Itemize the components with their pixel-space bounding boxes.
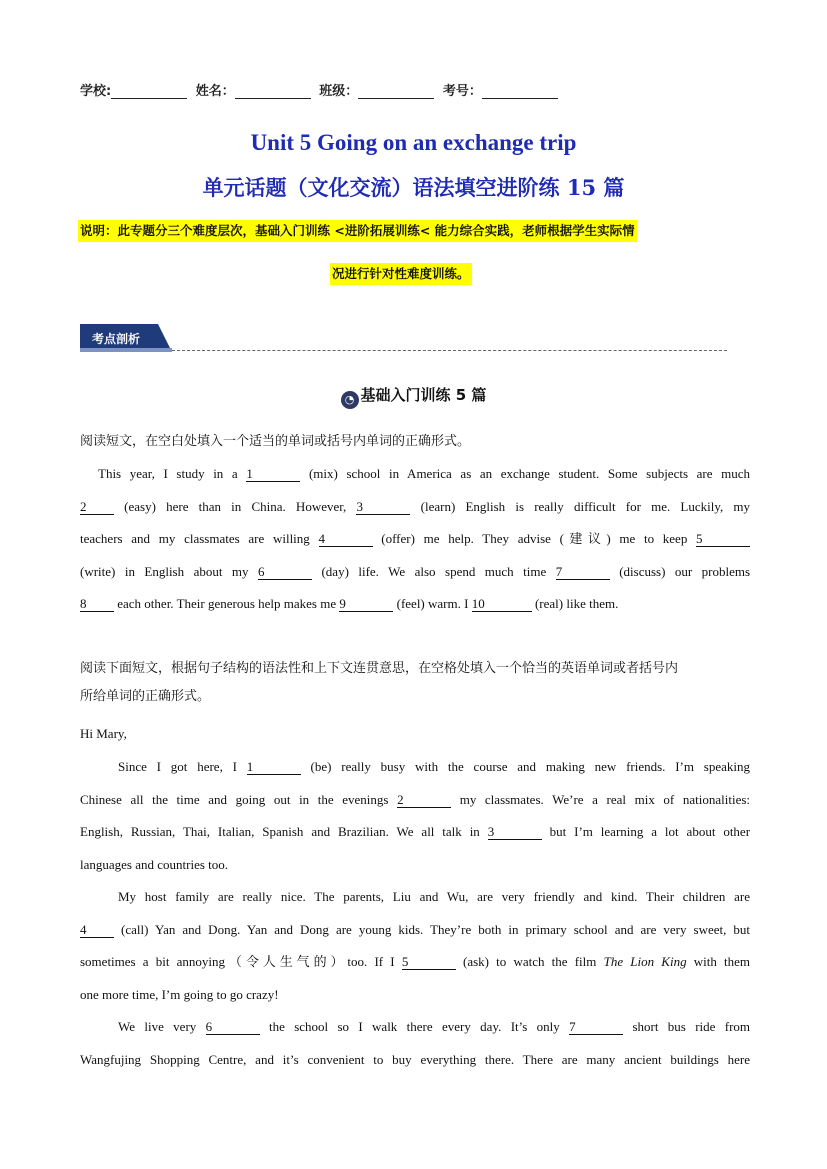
passage1-line-4 xyxy=(80,556,750,589)
blank-7[interactable]: 7 xyxy=(569,1019,623,1035)
text: We live very xyxy=(118,1019,197,1034)
passage2-line-10: Wangfujing Shopping Centre, and it’s convenient to buy everything there. There are many ancient buildings here xyxy=(80,1051,750,1067)
passage2-line-7 xyxy=(80,946,750,979)
text: (offer) me help. They advise (建议) me to keep xyxy=(381,531,688,546)
passage1-line-1 xyxy=(80,458,750,491)
name-field[interactable] xyxy=(235,84,311,99)
blank-1[interactable]: 1 xyxy=(246,466,300,482)
note-line-2: 况进行针对性难度训练。 xyxy=(330,263,472,285)
exam-no-field[interactable] xyxy=(482,84,558,99)
blank-1[interactable]: 1 xyxy=(247,759,301,775)
text: (easy) here than in China. However, xyxy=(124,498,347,514)
passage2-instruction-line-2: 所给单词的正确形式。 xyxy=(80,689,211,704)
text: (learn) English is really difficult for me. Luckily, my xyxy=(420,498,751,514)
text: (feel) warm. I xyxy=(396,596,469,611)
passage1 xyxy=(80,458,750,621)
text: (discuss) our problems xyxy=(619,563,751,579)
class-label: 班级： xyxy=(319,84,359,99)
school-field[interactable] xyxy=(111,84,187,99)
exam-no-label: 考号： xyxy=(442,84,482,99)
section-tag xyxy=(80,324,172,352)
text: (call) Yan and Dong. Yan and Dong are young kids. They’re both in primary school and are very sweet, but xyxy=(121,921,750,937)
passage2-line-4: languages and countries too. xyxy=(80,856,229,872)
text: my classmates. We’re a real mix of nationalities: xyxy=(459,791,751,807)
text: This year, I study in a xyxy=(98,466,238,481)
passage1-line-5 xyxy=(80,588,750,621)
text: Since I got here, I xyxy=(118,759,237,774)
greeting: Hi Mary, xyxy=(80,726,127,741)
text: Chinese all the time and going out in the evenings xyxy=(80,791,389,807)
circle-badge-icon: ◔ xyxy=(341,391,359,409)
blank-2[interactable]: 2 xyxy=(80,499,114,515)
school-label: 学校: xyxy=(80,84,112,99)
passage2-line-1 xyxy=(80,751,750,784)
student-info-row xyxy=(80,80,562,99)
film-title: The Lion King xyxy=(603,954,687,969)
section-tag-label: 考点剖析 xyxy=(92,332,141,346)
note-line-1: 说明：此专题分三个难度层次，基础入门训练 <进阶拓展训练< 能力综合实践，老师根据学生实际情 xyxy=(78,220,637,242)
text: (day) life. We also spend much time xyxy=(321,563,547,579)
text: (be) really busy with the course and making new friends. I’m speaking xyxy=(310,759,750,774)
passage1-instruction: 阅读短文，在空白处填入一个适当的单词或括号内单词的正确形式。 xyxy=(80,434,471,449)
blank-3[interactable]: 3 xyxy=(356,499,410,515)
text: (mix) school in America as an exchange student. Some subjects are much xyxy=(308,466,751,481)
blank-2[interactable]: 2 xyxy=(397,792,451,808)
passage2-line-3 xyxy=(80,816,750,849)
passage2-line-8: one more time, I’m going to go crazy! xyxy=(80,986,279,1002)
blank-4[interactable]: 4 xyxy=(319,531,373,547)
passage2-line-2 xyxy=(80,784,750,817)
passage2-line-5: My host family are really nice. The parents, Liu and Wu, are very friendly and kind. Their children are xyxy=(118,889,750,904)
passage1-line-3 xyxy=(80,523,750,556)
text: the school so I walk there every day. It’s only xyxy=(268,1019,560,1034)
text: but I’m learning a lot about other xyxy=(549,824,751,839)
title-chinese: 单元话题（文化交流）语法填空进阶练 15 篇 xyxy=(202,175,625,200)
blank-9[interactable]: 9 xyxy=(339,596,393,612)
text: sometimes a bit annoying（令人生气的）too. If I xyxy=(80,954,395,969)
passage1-line-2 xyxy=(80,491,750,524)
passage2-instruction-line-1: 阅读下面短文，根据句子结构的语法性和上下文连贯意思，在空格处填入一个恰当的英语单词或者括号内 xyxy=(80,661,679,676)
blank-8[interactable]: 8 xyxy=(80,596,114,612)
blank-4[interactable]: 4 xyxy=(80,922,114,938)
text: English, Russian, Thai, Italian, Spanish and Brazilian. We all talk in xyxy=(80,824,480,839)
dashed-divider xyxy=(172,350,727,351)
passage2-line-9 xyxy=(80,1011,750,1044)
blank-5[interactable]: 5 xyxy=(402,954,456,970)
name-label: 姓名： xyxy=(195,84,235,99)
title-english: Unit 5 Going on an exchange trip xyxy=(250,130,577,155)
blank-6[interactable]: 6 xyxy=(258,564,312,580)
text: (real) like them. xyxy=(534,596,619,611)
passage2-instruction xyxy=(80,655,752,711)
text: short bus ride from xyxy=(632,1019,751,1034)
sub-heading xyxy=(0,384,827,409)
text: each other. Their generous help makes me xyxy=(117,596,337,611)
text: teachers and my classmates are willing xyxy=(80,531,310,546)
text: (ask) to watch the film xyxy=(463,954,597,969)
passage2-line-6 xyxy=(80,914,750,947)
blank-10[interactable]: 10 xyxy=(472,596,532,612)
text: with them xyxy=(693,954,751,969)
class-field[interactable] xyxy=(358,84,434,99)
blank-7[interactable]: 7 xyxy=(556,564,610,580)
blank-5[interactable]: 5 xyxy=(696,531,750,547)
text: (write) in English about my xyxy=(80,563,249,579)
passage2 xyxy=(80,751,750,1076)
sub-heading-text: 基础入门训练 5 篇 xyxy=(360,386,487,404)
blank-6[interactable]: 6 xyxy=(206,1019,260,1035)
blank-3[interactable]: 3 xyxy=(488,824,542,840)
